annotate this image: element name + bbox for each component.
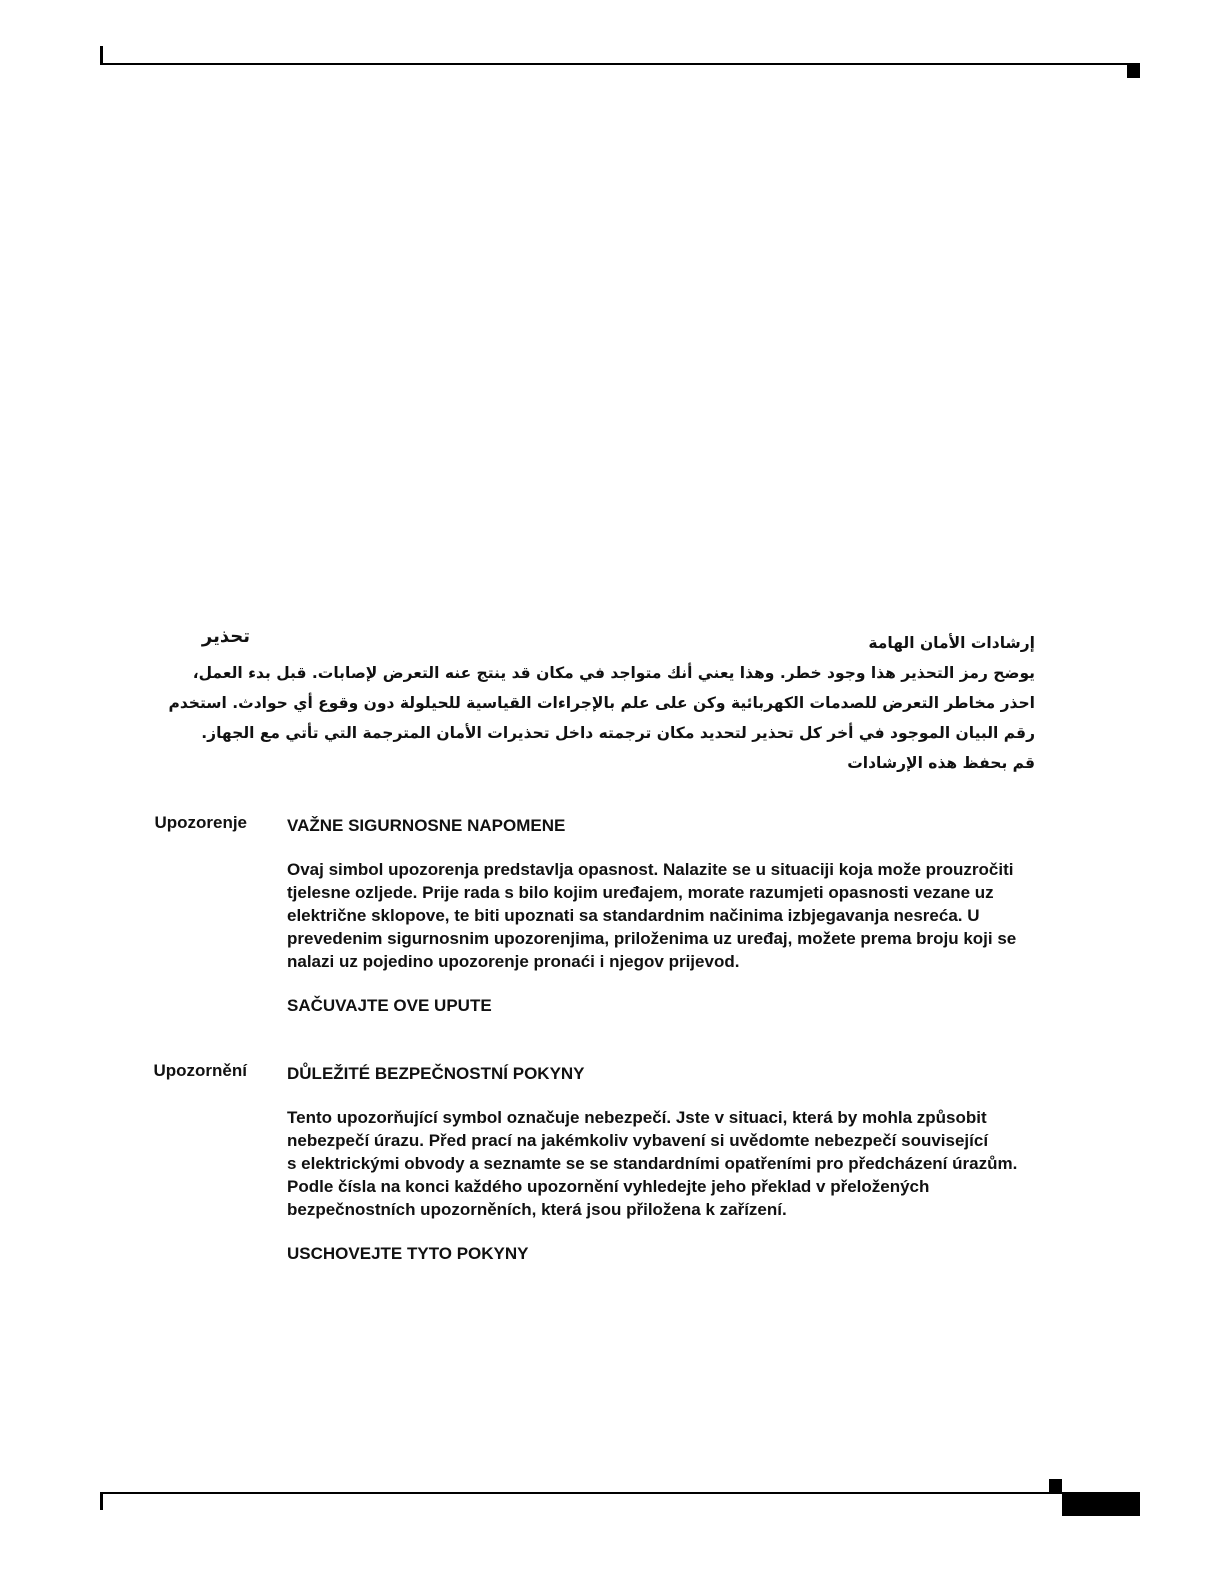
footer-page-tab	[1062, 1492, 1140, 1516]
footer-tick	[100, 1493, 103, 1510]
warning-line: tjelesne ozljede. Prije rada s bilo kojim uređajem, morate razumjeti opasnosti vezane uz	[287, 883, 994, 902]
warning-label-czech: Upozornění	[153, 1061, 247, 1080]
warning-line: Ovaj simbol upozorenja predstavlja opasnost. Nalazite se u situaciji koja može prouzročiti	[287, 860, 1014, 879]
warning-title-croatian: VAŽNE SIGURNOSNE NAPOMENE	[287, 816, 566, 835]
warning-label-arabic: تحذير	[201, 626, 250, 647]
warning-line: Podle čísla na konci každého upozornění vyhledejte jeho překlad v přeložených	[287, 1177, 930, 1196]
save-instructions-croatian: SAČUVAJTE OVE UPUTE	[287, 996, 492, 1015]
header-corner-mark	[1127, 65, 1140, 78]
warning-line: nebezpečí úrazu. Před prací na jakémkoliv vybavení si uvědomte nebezpečí související	[287, 1131, 989, 1150]
warning-line: قم بحفظ هذه الإرشادات	[847, 754, 1035, 772]
warning-line: prevedenim sigurnosnim upozorenjima, priloženima uz uređaj, možete prema broju koji se	[287, 929, 1017, 948]
warning-body-croatian	[287, 814, 1102, 1017]
footer-corner-mark	[1049, 1479, 1062, 1492]
warning-line: s elektrickými obvody a seznamte se se standardními opatřeními pro předcházení úrazům.	[287, 1154, 1018, 1173]
warning-line: احذر مخاطر التعرض للصدمات الكهربائية وكن على علم بالإجراءات القياسية للحيلولة دون وقوع أي حوادث. استخدم	[168, 694, 1035, 712]
warning-paragraph-croatian	[287, 858, 1102, 973]
warning-line: električne sklopove, te biti upoznati sa standardnim načinima izbjegavanja nesreća. U	[287, 906, 980, 925]
footer-rule	[100, 1492, 1062, 1494]
warning-body-czech	[287, 1062, 1102, 1265]
warning-line: bezpečnostních upozorněních, která jsou přiložena k zařízení.	[287, 1200, 787, 1219]
save-instructions-czech: USCHOVEJTE TYTO POKYNY	[287, 1244, 529, 1263]
warning-title-arabic: إرشادات الأمان الهامة	[868, 634, 1035, 652]
warning-label-croatian: Upozorenje	[154, 813, 247, 832]
warning-line: يوضح رمز التحذير هذا وجود خطر. وهذا يعني أنك متواجد في مكان قد ينتج عنه التعرض لإصابات. قبل بدء العمل،	[192, 664, 1035, 682]
warning-line: Tento upozorňující symbol označuje nebezpečí. Jste v situaci, která by mohla způsobit	[287, 1108, 987, 1127]
header-rule	[100, 63, 1140, 65]
warning-paragraph-czech	[287, 1106, 1102, 1221]
warning-line: رقم البيان الموجود في أخر كل تحذير لتحديد مكان ترجمته داخل تحذيرات الأمان المترجمة التي تأتي مع الجهاز.	[201, 724, 1035, 742]
warning-title-czech: DŮLEŽITÉ BEZPEČNOSTNÍ POKYNY	[287, 1064, 585, 1083]
warning-body-arabic	[168, 628, 1035, 778]
warning-line: nalazi uz pojedino upozorenje pronaći i njegov prijevod.	[287, 952, 740, 971]
